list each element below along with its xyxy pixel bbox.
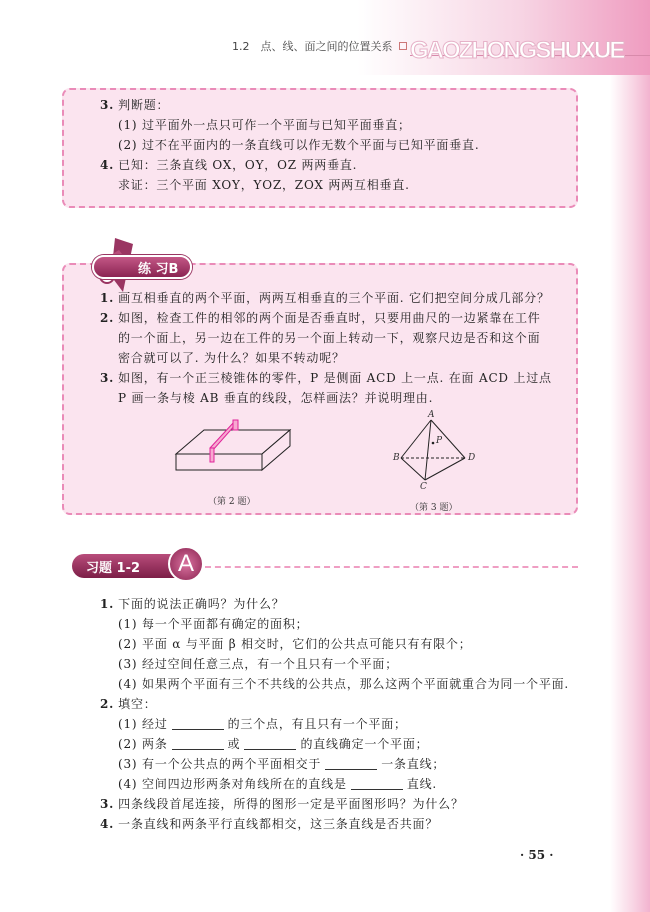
blank-suffix: 的直线确定一个平面； bbox=[300, 737, 429, 751]
fill-blank-3 bbox=[118, 755, 445, 772]
figure-workpiece-square bbox=[170, 418, 292, 484]
practice-question-1 bbox=[100, 289, 550, 306]
practice-question-line: P 画一条与棱 AB 垂直的线段，怎样画法？并说明理由. bbox=[118, 391, 434, 405]
vertex-label-d: D bbox=[468, 453, 476, 463]
figure-tetrahedron bbox=[385, 410, 485, 492]
practice-question-2 bbox=[100, 309, 541, 326]
blank-prefix: (4) 空间四边形两条对角线所在的直线是 bbox=[118, 777, 347, 791]
practice-question-line: 的一个面上，另一边在工件的另一个面上转动一下，观察尺边是否和这个面 bbox=[118, 331, 541, 345]
exercise-question-2 bbox=[100, 695, 157, 712]
question-text: 如图，有一个正三棱锥体的零件，P 是侧面 ACD 上一点. 在面 ACD 上过点 bbox=[118, 371, 552, 385]
question-proof: 求证：三个平面 XOY，YOZ，ZOX 两两互相垂直. bbox=[118, 178, 410, 192]
exercises-title: 习题 1-2 bbox=[86, 560, 141, 576]
practice-b-badge bbox=[92, 255, 192, 279]
question-number: 3. bbox=[100, 98, 115, 112]
exercise-item: (1) 每一个平面都有确定的面积； bbox=[118, 617, 309, 631]
question-number: 2. bbox=[100, 311, 115, 325]
question-number: 4. bbox=[100, 817, 115, 831]
blank-field bbox=[325, 758, 377, 770]
question-text: 画互相垂直的两个平面，两两互相垂直的三个平面. 它们把空间分成几部分？ bbox=[118, 291, 550, 305]
exercise-item: (4) 如果两个平面有三个不共线的公共点，那么这两个平面就重合为同一个平面. bbox=[118, 677, 570, 691]
question-text: 如图，检查工件的相邻的两个面是否垂直时，只要用曲尺的一边紧靠在工件 bbox=[118, 311, 541, 325]
blank-suffix: 一条直线； bbox=[381, 757, 446, 771]
exercise-question-3 bbox=[100, 795, 464, 812]
question-3 bbox=[100, 96, 169, 113]
question-text: 四条线段首尾连接，所得的图形一定是平面图形吗？为什么？ bbox=[118, 797, 464, 811]
section-title bbox=[232, 38, 407, 54]
question-number: 4. bbox=[100, 158, 115, 172]
question-text: 判断题： bbox=[118, 98, 170, 112]
question-text: 一条直线和两条平行直线都相交，这三条直线是否共面？ bbox=[118, 817, 439, 831]
question-number: 2. bbox=[100, 697, 115, 711]
blank-field bbox=[172, 718, 224, 730]
exercises-badge bbox=[72, 554, 182, 578]
question-item: (2) 过不在平面内的一条直线可以作无数个平面与已知平面垂直. bbox=[118, 138, 480, 152]
question-text: 已知：三条直线 OX，OY，OZ 两两垂直. bbox=[118, 158, 358, 172]
exercise-question-1 bbox=[100, 595, 285, 612]
figure-2-caption: （第 2 题） bbox=[208, 497, 256, 507]
fill-blank-1 bbox=[118, 715, 407, 732]
question-text: 下面的说法正确吗？为什么？ bbox=[118, 597, 285, 611]
practice-question-3 bbox=[100, 369, 552, 386]
blank-suffix: 的三个点，有且只有一个平面； bbox=[227, 717, 407, 731]
blank-prefix: (1) 经过 bbox=[118, 717, 168, 731]
question-4 bbox=[100, 156, 357, 173]
question-number: 1. bbox=[100, 291, 115, 305]
side-decoration bbox=[610, 75, 650, 912]
question-number: 3. bbox=[100, 797, 115, 811]
blank-middle: 或 bbox=[227, 737, 241, 751]
fill-blank-2 bbox=[118, 735, 428, 752]
practice-question-line: 密合就可以了. 为什么？如果不转动呢？ bbox=[118, 351, 345, 365]
section-title-text: 1.2 点、线、面之间的位置关系 bbox=[232, 40, 393, 53]
figure-3-caption: （第 3 题） bbox=[410, 503, 458, 513]
practice-b-title: 练 习B bbox=[138, 261, 179, 277]
blank-prefix: (3) 有一个公共点的两个平面相交于 bbox=[118, 757, 322, 771]
question-item: (1) 过平面外一点只可作一个平面与已知平面垂直； bbox=[118, 118, 411, 132]
page-number: · 55 · bbox=[520, 848, 554, 862]
blank-field bbox=[172, 738, 224, 750]
exercise-item: (3) 经过空间任意三点，有一个且只有一个平面； bbox=[118, 657, 399, 671]
exercise-item: (2) 平面 α 与平面 β 相交时，它们的公共点可能只有有限个； bbox=[118, 637, 472, 651]
level-badge: A bbox=[168, 546, 204, 582]
vertex-label-b: B bbox=[393, 453, 400, 463]
watermark: GAOZHONGSHUXUE bbox=[410, 37, 624, 64]
blank-suffix: 直线. bbox=[406, 777, 438, 791]
point-label-p: P bbox=[436, 436, 443, 446]
question-number: 3. bbox=[100, 371, 115, 385]
blank-field bbox=[244, 738, 296, 750]
vertex-label-c: C bbox=[420, 482, 427, 492]
square-icon bbox=[399, 42, 407, 50]
vertex-label-a: A bbox=[428, 410, 435, 420]
exercise-question-4 bbox=[100, 815, 438, 832]
dashed-divider bbox=[205, 566, 578, 568]
fill-blank-4 bbox=[118, 775, 437, 792]
question-number: 1. bbox=[100, 597, 115, 611]
question-text: 填空： bbox=[118, 697, 157, 711]
blank-field bbox=[351, 778, 403, 790]
blank-prefix: (2) 两条 bbox=[118, 737, 168, 751]
